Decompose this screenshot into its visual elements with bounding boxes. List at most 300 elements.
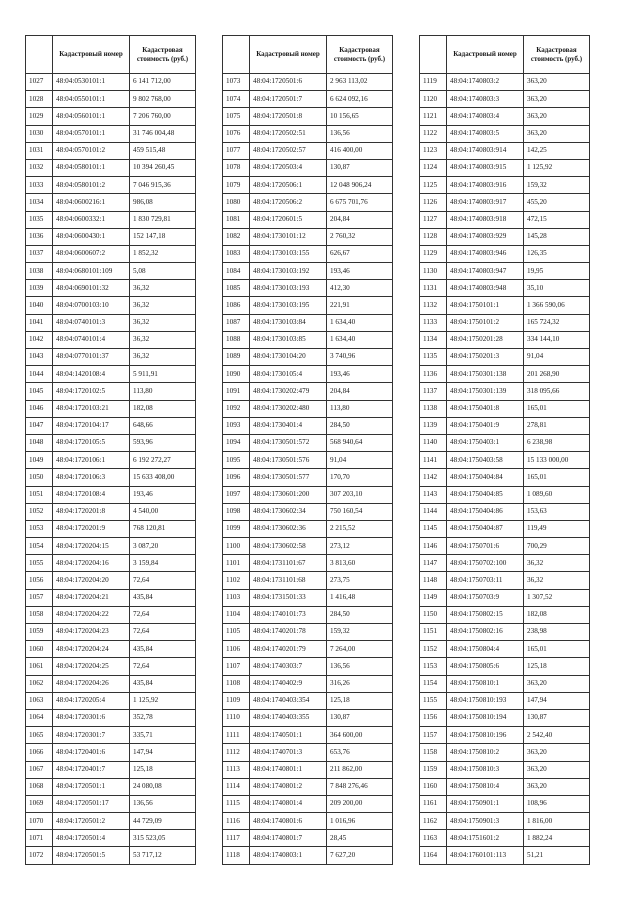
table-row: [223, 538, 393, 555]
table-row: [420, 572, 590, 589]
cadastral-value: 1 416,48: [327, 589, 393, 606]
cadastral-number: 48:04:0570101:2: [53, 142, 130, 159]
table-row: [420, 469, 590, 486]
cadastral-number: 48:04:0600430:1: [53, 228, 130, 245]
cadastral-number: 48:04:1720401:6: [53, 744, 130, 761]
cadastral-number: 48:04:1740803:1: [250, 847, 327, 864]
row-number: 1160: [420, 778, 447, 795]
cadastral-value: 2 215,52: [327, 520, 393, 537]
row-number: 1027: [26, 74, 53, 91]
cadastral-value: 1 125,92: [130, 692, 196, 709]
row-number: 1053: [26, 520, 53, 537]
row-number: 1052: [26, 503, 53, 520]
row-number: 1126: [420, 194, 447, 211]
cadastral-value: 72,64: [130, 624, 196, 641]
table-row: [420, 641, 590, 658]
cadastral-number: 48:04:1420108:4: [53, 366, 130, 383]
row-number: 1069: [26, 795, 53, 812]
header-cadastral-number: Кадастровый номер: [53, 36, 130, 74]
cadastral-number: 48:04:1751601:2: [447, 830, 524, 847]
table-row: [420, 383, 590, 400]
cadastral-number: 48:04:1730202:479: [250, 383, 327, 400]
cadastral-number: 48:04:1720106:1: [53, 452, 130, 469]
row-number: 1113: [223, 761, 250, 778]
cadastral-number: 48:04:1720201:8: [53, 503, 130, 520]
table-row: [420, 331, 590, 348]
cadastral-value: 113,80: [130, 383, 196, 400]
row-number: 1102: [223, 572, 250, 589]
cadastral-number: 48:04:1720506:2: [250, 194, 327, 211]
row-number: 1092: [223, 400, 250, 417]
cadastral-value: 307 203,10: [327, 486, 393, 503]
cadastral-number: 48:04:1750201:28: [447, 331, 524, 348]
cadastral-number: 48:04:1720204:21: [53, 589, 130, 606]
cadastral-number: 48:04:1750101:2: [447, 314, 524, 331]
table-row: [26, 297, 196, 314]
cadastral-table-2: [222, 35, 393, 865]
cadastral-number: 48:04:0690101:32: [53, 280, 130, 297]
row-number: 1145: [420, 520, 447, 537]
row-number: 1064: [26, 709, 53, 726]
cadastral-value: 44 729,09: [130, 813, 196, 830]
table-row: [420, 692, 590, 709]
cadastral-number: 48:04:1720204:23: [53, 624, 130, 641]
cadastral-number: 48:04:1740801:2: [250, 778, 327, 795]
table-row: [223, 624, 393, 641]
row-number: 1139: [420, 417, 447, 434]
cadastral-value: 142,25: [524, 142, 590, 159]
cadastral-number: 48:04:1730105:4: [250, 366, 327, 383]
row-number: 1082: [223, 228, 250, 245]
cadastral-value: 593,96: [130, 434, 196, 451]
table-row: [420, 675, 590, 692]
cadastral-value: 31 746 004,48: [130, 125, 196, 142]
row-number: 1133: [420, 314, 447, 331]
table-row: [223, 74, 393, 91]
table-row: [26, 469, 196, 486]
cadastral-number: 48:04:1750701:6: [447, 538, 524, 555]
cadastral-value: 91,04: [524, 349, 590, 366]
table-row: [223, 641, 393, 658]
cadastral-value: 5 911,91: [130, 366, 196, 383]
header-number: [420, 36, 447, 74]
cadastral-number: 48:04:1720501:8: [250, 108, 327, 125]
table-row: [420, 142, 590, 159]
table-row: [420, 108, 590, 125]
row-number: 1110: [223, 709, 250, 726]
cadastral-value: 459 515,48: [130, 142, 196, 159]
cadastral-value: 147,94: [130, 744, 196, 761]
table-row: [223, 366, 393, 383]
row-number: 1060: [26, 641, 53, 658]
row-number: 1138: [420, 400, 447, 417]
cadastral-value: 136,56: [327, 125, 393, 142]
table-row: [26, 91, 196, 108]
table-row: [26, 194, 196, 211]
row-number: 1157: [420, 727, 447, 744]
table-row: [420, 297, 590, 314]
row-number: 1164: [420, 847, 447, 864]
cadastral-value: 6 192 272,27: [130, 452, 196, 469]
row-number: 1050: [26, 469, 53, 486]
row-number: 1096: [223, 469, 250, 486]
header-cadastral-value: Кадастровая стоимость (руб.): [524, 36, 590, 74]
cadastral-value: 6 141 712,00: [130, 74, 196, 91]
cadastral-value: 7 264,00: [327, 641, 393, 658]
cadastral-number: 48:04:1720205:4: [53, 692, 130, 709]
row-number: 1106: [223, 641, 250, 658]
cadastral-value: 182,08: [524, 606, 590, 623]
cadastral-value: 6 238,98: [524, 434, 590, 451]
table-row: [26, 744, 196, 761]
cadastral-number: 48:04:1740803:929: [447, 228, 524, 245]
cadastral-number: 48:04:1750810:194: [447, 709, 524, 726]
table-row: [420, 727, 590, 744]
cadastral-number: 48:04:1740803:947: [447, 263, 524, 280]
table-row: [26, 211, 196, 228]
row-number: 1062: [26, 675, 53, 692]
row-number: 1141: [420, 452, 447, 469]
cadastral-number: 48:04:1720108:4: [53, 486, 130, 503]
table-row: [26, 830, 196, 847]
table-row: [223, 159, 393, 176]
cadastral-value: 125,18: [327, 692, 393, 709]
cadastral-number: 48:04:1730401:4: [250, 417, 327, 434]
table-row: [26, 108, 196, 125]
cadastral-number: 48:04:0700103:10: [53, 297, 130, 314]
table-row: [26, 709, 196, 726]
table-row: [26, 675, 196, 692]
row-number: 1077: [223, 142, 250, 159]
row-number: 1104: [223, 606, 250, 623]
table-row: [26, 245, 196, 262]
table-row: [420, 91, 590, 108]
cadastral-number: 48:04:1730103:85: [250, 331, 327, 348]
table-row: [26, 74, 196, 91]
row-number: 1127: [420, 211, 447, 228]
cadastral-number: 48:04:0560101:1: [53, 108, 130, 125]
row-number: 1129: [420, 245, 447, 262]
table-row: [420, 417, 590, 434]
cadastral-number: 48:04:1730103:193: [250, 280, 327, 297]
cadastral-value: 136,56: [327, 658, 393, 675]
row-number: 1111: [223, 727, 250, 744]
table-row: [223, 675, 393, 692]
cadastral-value: 626,67: [327, 245, 393, 262]
row-number: 1070: [26, 813, 53, 830]
row-number: 1134: [420, 331, 447, 348]
cadastral-value: 273,12: [327, 538, 393, 555]
row-number: 1080: [223, 194, 250, 211]
table-row: [223, 555, 393, 572]
cadastral-number: 48:04:1720103:21: [53, 400, 130, 417]
row-number: 1101: [223, 555, 250, 572]
table-row: [26, 555, 196, 572]
row-number: 1122: [420, 125, 447, 142]
cadastral-number: 48:04:1720401:7: [53, 761, 130, 778]
cadastral-number: 48:04:1750404:87: [447, 520, 524, 537]
row-number: 1078: [223, 159, 250, 176]
table-row: [420, 314, 590, 331]
table-row: [420, 624, 590, 641]
row-number: 1074: [223, 91, 250, 108]
table-row: [420, 280, 590, 297]
table-row: [26, 520, 196, 537]
row-number: 1091: [223, 383, 250, 400]
table-row: [26, 572, 196, 589]
table-row: [420, 847, 590, 864]
cadastral-value: 335,71: [130, 727, 196, 744]
cadastral-value: 10 156,65: [327, 108, 393, 125]
row-number: 1119: [420, 74, 447, 91]
row-number: 1149: [420, 589, 447, 606]
cadastral-number: 48:04:1720301:6: [53, 709, 130, 726]
table-header-row: [223, 36, 393, 74]
table-row: [223, 331, 393, 348]
cadastral-number: 48:04:0680101:109: [53, 263, 130, 280]
cadastral-number: 48:04:1730103:84: [250, 314, 327, 331]
table-row: [420, 555, 590, 572]
cadastral-value: 416 400,00: [327, 142, 393, 159]
cadastral-value: 126,35: [524, 245, 590, 262]
row-number: 1090: [223, 366, 250, 383]
cadastral-number: 48:04:1720106:3: [53, 469, 130, 486]
cadastral-number: 48:04:1720204:20: [53, 572, 130, 589]
cadastral-value: 412,30: [327, 280, 393, 297]
cadastral-number: 48:04:1740402:9: [250, 675, 327, 692]
table-row: [420, 263, 590, 280]
table-row: [420, 520, 590, 537]
cadastral-number: 48:04:1720204:22: [53, 606, 130, 623]
cadastral-value: 768 120,81: [130, 520, 196, 537]
row-number: 1042: [26, 331, 53, 348]
table-row: [223, 795, 393, 812]
row-number: 1034: [26, 194, 53, 211]
table-row: [26, 417, 196, 434]
cadastral-value: 653,76: [327, 744, 393, 761]
cadastral-value: 1 634,40: [327, 314, 393, 331]
row-number: 1058: [26, 606, 53, 623]
cadastral-number: 48:04:1720501:5: [53, 847, 130, 864]
cadastral-value: 19,95: [524, 263, 590, 280]
cadastral-number: 48:04:1750201:3: [447, 349, 524, 366]
cadastral-number: 48:04:1731101:67: [250, 555, 327, 572]
row-number: 1161: [420, 795, 447, 812]
row-number: 1154: [420, 675, 447, 692]
cadastral-value: 1 125,92: [524, 159, 590, 176]
row-number: 1099: [223, 520, 250, 537]
cadastral-value: 5,08: [130, 263, 196, 280]
cadastral-number: 48:04:1740803:3: [447, 91, 524, 108]
row-number: 1056: [26, 572, 53, 589]
cadastral-value: 435,84: [130, 675, 196, 692]
table-row: [26, 503, 196, 520]
table-row: [223, 314, 393, 331]
cadastral-value: 130,87: [524, 709, 590, 726]
row-number: 1076: [223, 125, 250, 142]
row-number: 1079: [223, 177, 250, 194]
table-row: [223, 503, 393, 520]
cadastral-number: 48:04:1720102:5: [53, 383, 130, 400]
cadastral-value: 316,26: [327, 675, 393, 692]
cadastral-number: 48:04:1740803:946: [447, 245, 524, 262]
cadastral-number: 48:04:1730103:192: [250, 263, 327, 280]
cadastral-number: 48:04:1740803:917: [447, 194, 524, 211]
cadastral-number: 48:04:1720501:4: [53, 830, 130, 847]
table-row: [420, 400, 590, 417]
table-row: [223, 125, 393, 142]
cadastral-value: 363,20: [524, 778, 590, 795]
row-number: 1065: [26, 727, 53, 744]
cadastral-number: 48:04:1720201:9: [53, 520, 130, 537]
cadastral-number: 48:04:1720501:6: [250, 74, 327, 91]
row-number: 1043: [26, 349, 53, 366]
table-row: [420, 606, 590, 623]
cadastral-number: 48:04:1720204:15: [53, 538, 130, 555]
table-row: [223, 727, 393, 744]
cadastral-value: 15 633 408,00: [130, 469, 196, 486]
cadastral-value: 36,32: [130, 280, 196, 297]
cadastral-number: 48:04:1750810:3: [447, 761, 524, 778]
row-number: 1151: [420, 624, 447, 641]
cadastral-number: 48:04:0770101:37: [53, 349, 130, 366]
table-row: [26, 624, 196, 641]
table-row: [26, 263, 196, 280]
cadastral-value: 209 200,00: [327, 795, 393, 812]
row-number: 1120: [420, 91, 447, 108]
cadastral-value: 165,01: [524, 469, 590, 486]
cadastral-value: 182,08: [130, 400, 196, 417]
cadastral-number: 48:04:1740803:948: [447, 280, 524, 297]
cadastral-value: 15 133 000,00: [524, 452, 590, 469]
row-number: 1040: [26, 297, 53, 314]
cadastral-value: 159,32: [327, 624, 393, 641]
cadastral-value: 153,63: [524, 503, 590, 520]
cadastral-value: 1 634,40: [327, 331, 393, 348]
cadastral-value: 1 366 590,06: [524, 297, 590, 314]
table-row: [26, 778, 196, 795]
cadastral-number: 48:04:1750802:15: [447, 606, 524, 623]
row-number: 1048: [26, 434, 53, 451]
cadastral-value: 10 394 260,45: [130, 159, 196, 176]
header-cadastral-number: Кадастровый номер: [250, 36, 327, 74]
cadastral-value: 364 600,00: [327, 727, 393, 744]
cadastral-tables: [25, 35, 611, 859]
cadastral-value: 72,64: [130, 658, 196, 675]
row-number: 1086: [223, 297, 250, 314]
cadastral-number: 48:04:1740803:4: [447, 108, 524, 125]
table-row: [420, 503, 590, 520]
cadastral-value: 7 206 760,00: [130, 108, 196, 125]
table-row: [223, 692, 393, 709]
cadastral-value: 700,29: [524, 538, 590, 555]
row-number: 1028: [26, 91, 53, 108]
cadastral-value: 455,20: [524, 194, 590, 211]
cadastral-number: 48:04:1750301:139: [447, 383, 524, 400]
cadastral-number: 48:04:0550101:1: [53, 91, 130, 108]
cadastral-number: 48:04:1730601:200: [250, 486, 327, 503]
cadastral-value: 435,84: [130, 589, 196, 606]
row-number: 1083: [223, 245, 250, 262]
cadastral-number: 48:04:1740803:2: [447, 74, 524, 91]
table-row: [223, 434, 393, 451]
row-number: 1038: [26, 263, 53, 280]
cadastral-number: 48:04:1720204:24: [53, 641, 130, 658]
cadastral-value: 51,21: [524, 847, 590, 864]
cadastral-number: 48:04:1740801:4: [250, 795, 327, 812]
cadastral-value: 284,50: [327, 417, 393, 434]
cadastral-number: 48:04:1740201:78: [250, 624, 327, 641]
cadastral-value: 284,50: [327, 606, 393, 623]
table-row: [223, 417, 393, 434]
table-row: [420, 194, 590, 211]
table-row: [26, 847, 196, 864]
cadastral-value: 3 087,20: [130, 538, 196, 555]
row-number: 1108: [223, 675, 250, 692]
cadastral-value: 4 540,00: [130, 503, 196, 520]
cadastral-value: 36,32: [524, 555, 590, 572]
table-row: [420, 125, 590, 142]
table-row: [223, 486, 393, 503]
cadastral-value: 363,20: [524, 125, 590, 142]
table-row: [223, 194, 393, 211]
table-row: [223, 658, 393, 675]
cadastral-number: 48:04:1720105:5: [53, 434, 130, 451]
row-number: 1084: [223, 263, 250, 280]
cadastral-value: 119,49: [524, 520, 590, 537]
row-number: 1072: [26, 847, 53, 864]
row-number: 1037: [26, 245, 53, 262]
cadastral-number: 48:04:1720502:57: [250, 142, 327, 159]
cadastral-number: 48:04:1750810:4: [447, 778, 524, 795]
cadastral-number: 48:04:1720503:4: [250, 159, 327, 176]
cadastral-value: 1 307,52: [524, 589, 590, 606]
table-row: [223, 761, 393, 778]
row-number: 1137: [420, 383, 447, 400]
table-row: [26, 538, 196, 555]
row-number: 1061: [26, 658, 53, 675]
cadastral-number: 48:04:1720501:17: [53, 795, 130, 812]
cadastral-number: 48:04:1720204:16: [53, 555, 130, 572]
table-row: [420, 452, 590, 469]
row-number: 1114: [223, 778, 250, 795]
row-number: 1063: [26, 692, 53, 709]
cadastral-table-3: [419, 35, 590, 865]
cadastral-value: 472,15: [524, 211, 590, 228]
cadastral-number: 48:04:0570101:1: [53, 125, 130, 142]
table-row: [420, 830, 590, 847]
row-number: 1047: [26, 417, 53, 434]
cadastral-number: 48:04:1750901:1: [447, 795, 524, 812]
cadastral-number: 48:04:1720501:1: [53, 778, 130, 795]
table-row: [420, 658, 590, 675]
cadastral-number: 48:04:1750101:1: [447, 297, 524, 314]
cadastral-number: 48:04:0580101:1: [53, 159, 130, 176]
table-row: [223, 349, 393, 366]
table-row: [420, 366, 590, 383]
row-number: 1153: [420, 658, 447, 675]
cadastral-value: 363,20: [524, 761, 590, 778]
row-number: 1132: [420, 297, 447, 314]
table-row: [26, 813, 196, 830]
cadastral-value: 108,96: [524, 795, 590, 812]
row-number: 1029: [26, 108, 53, 125]
cadastral-value: 125,18: [524, 658, 590, 675]
table-row: [420, 349, 590, 366]
cadastral-number: 48:04:1720104:17: [53, 417, 130, 434]
table-row: [223, 263, 393, 280]
cadastral-number: 48:04:1720204:25: [53, 658, 130, 675]
